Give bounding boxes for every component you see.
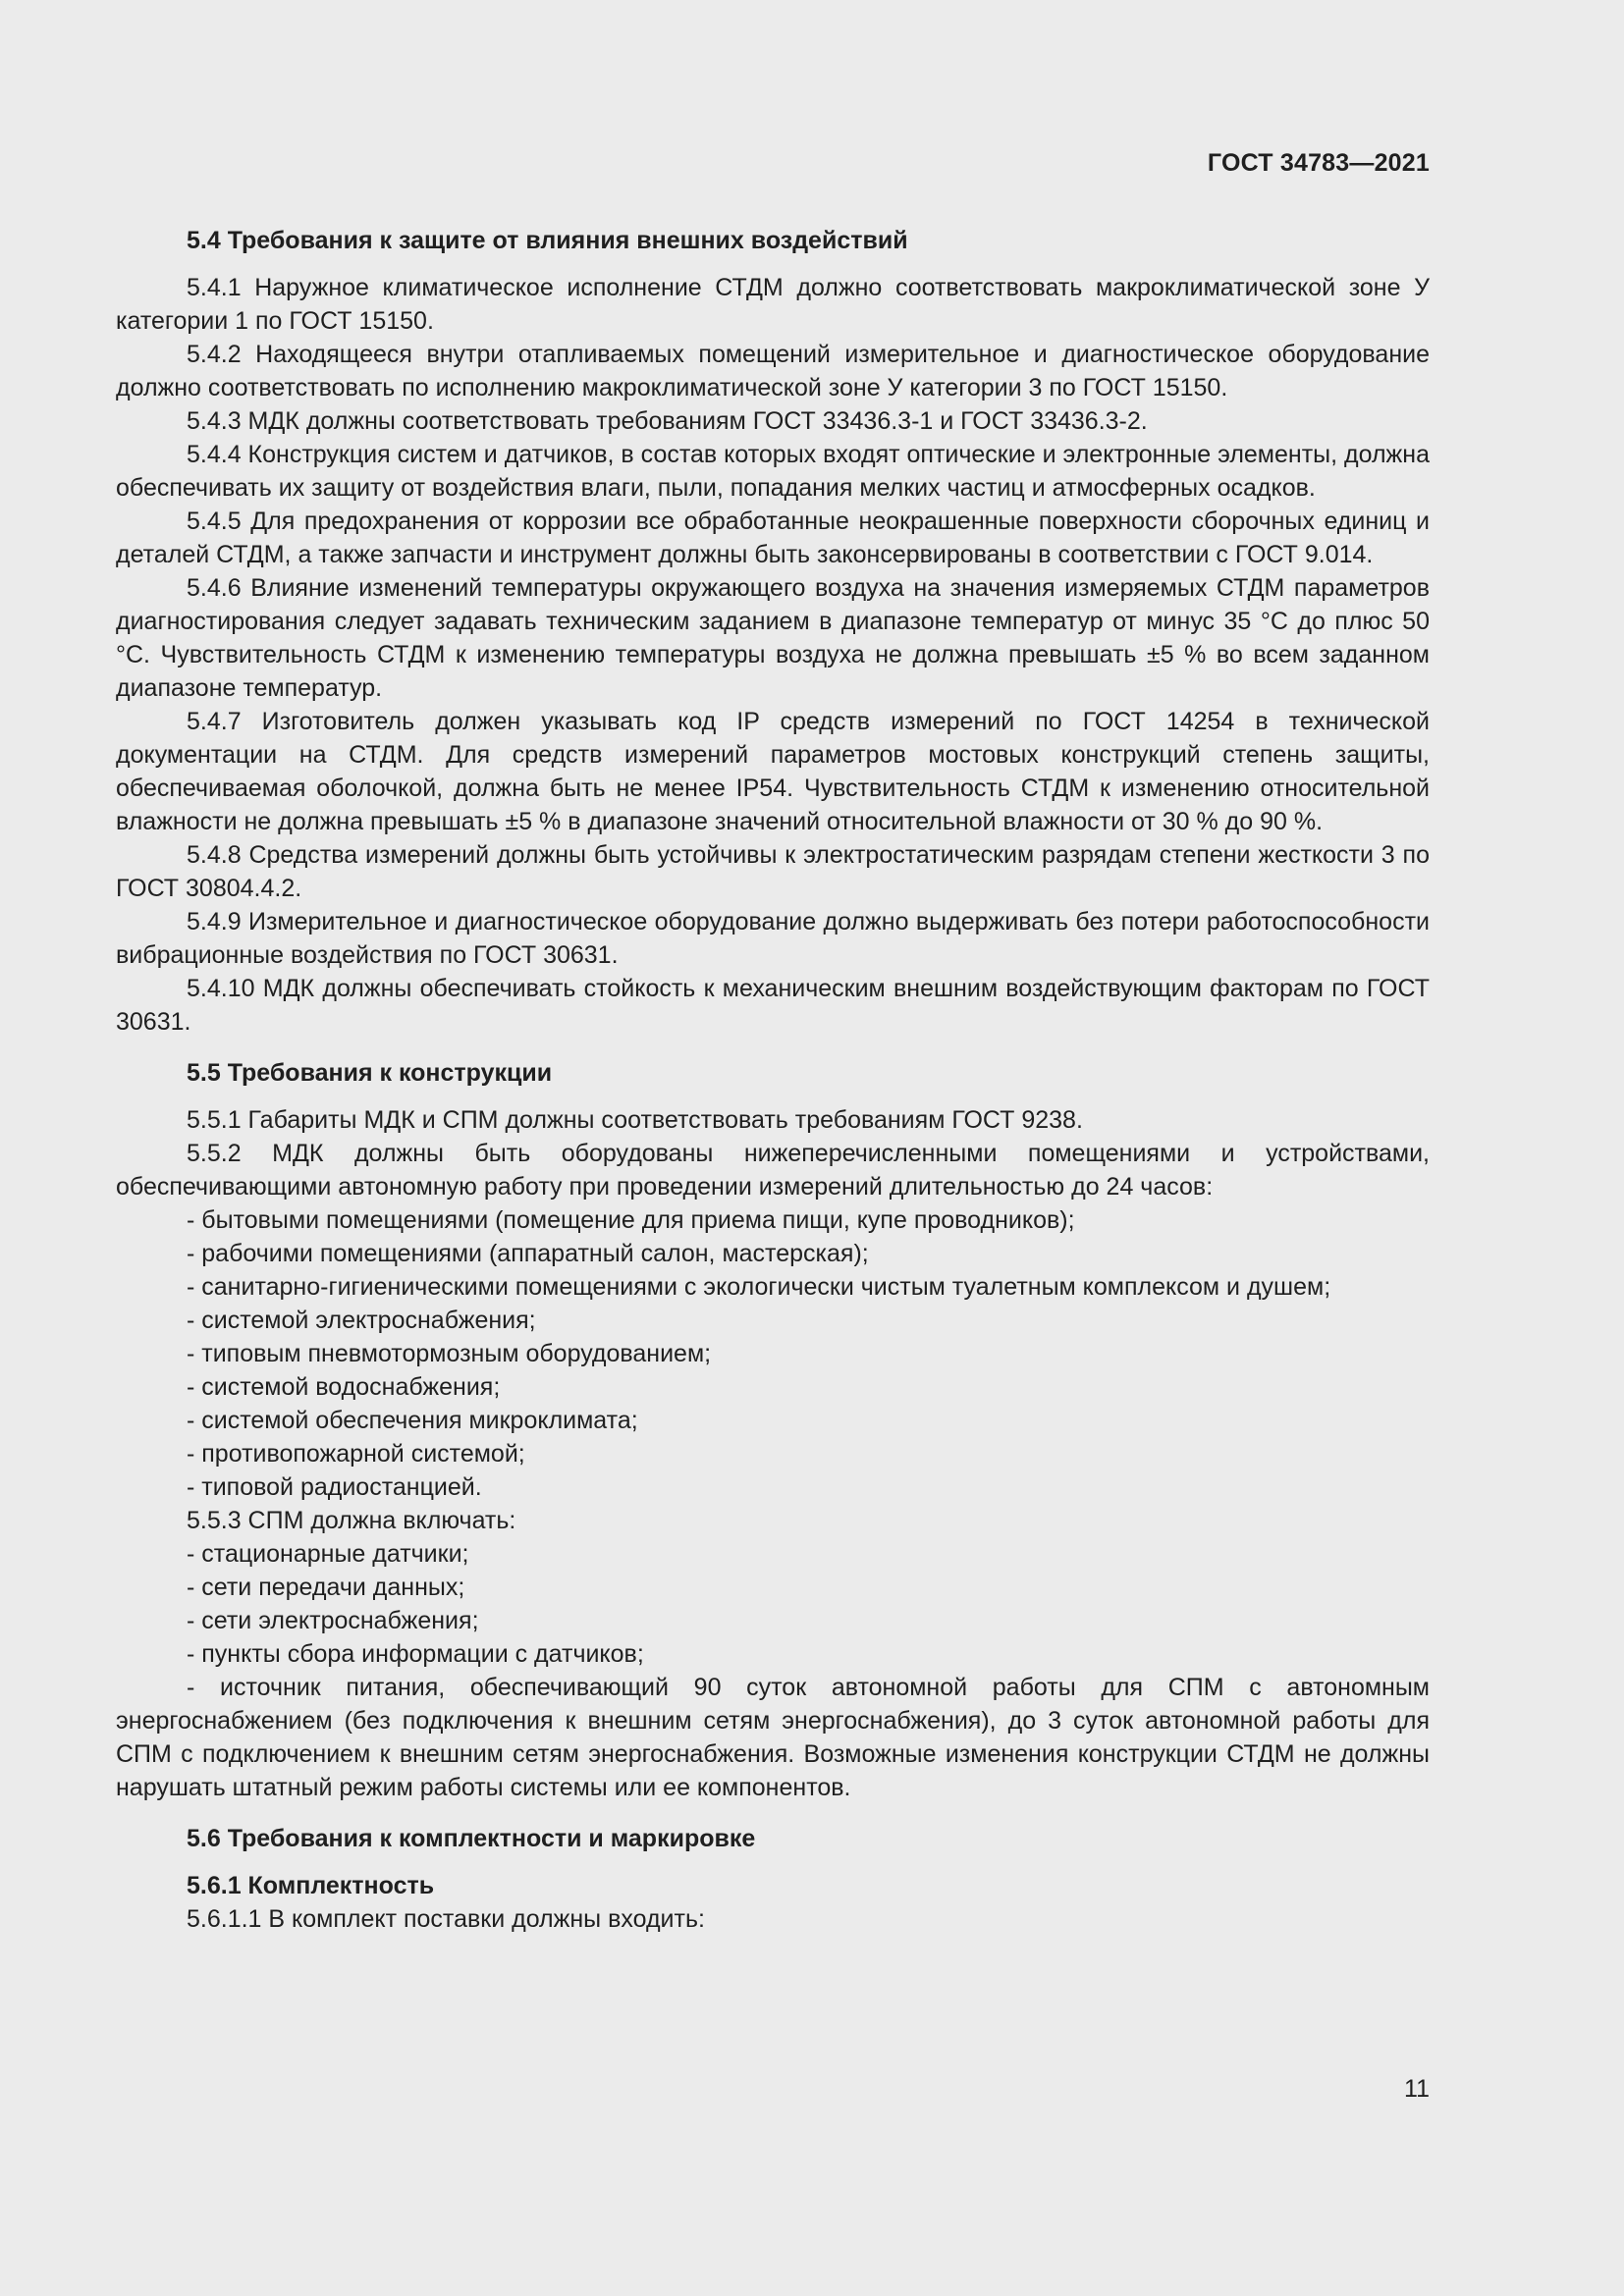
list-item: - сети передачи данных; [187,1574,465,1601]
paragraph-5-4-2: 5.4.2 Находящееся внутри отапливаемых помещений измерительное и диагностическое оборудование должно соответствовать по исполнению макроклиматической зоне У категории 3 по ГОСТ 15150. [116,341,1430,401]
list-item: - системой электроснабжения; [187,1307,536,1334]
list-item: - санитарно-гигиеническими помещениями с экологически чистым туалетным комплексом и душем; [187,1273,1331,1301]
section-heading-5-5: 5.5 Требования к конструкции [187,1059,553,1087]
list-item: - сети электроснабжения; [187,1607,479,1634]
list-item: - бытовыми помещениями (помещение для приема пищи, купе проводников); [187,1206,1075,1234]
list-item: - пункты сбора информации с датчиков; [187,1640,644,1668]
paragraph-5-4-6: 5.4.6 Влияние изменений температуры окружающего воздуха на значения измеряемых СТДМ параметров диагностирования следует задавать техническим заданием в диапазоне температур от минус 35 °С до плюс 50 °С. Чувствительность СТДМ к изменению температуры воздуха не должна превышать ±5 % во всем заданном диапазоне температур. [116,574,1430,702]
section-heading-5-6: 5.6 Требования к комплектности и маркировке [187,1825,756,1852]
paragraph-5-4-5: 5.4.5 Для предохранения от коррозии все обработанные неокрашенные поверхности сборочных единиц и деталей СТДМ, а также запчасти и инструмент должны быть законсервированы в соответствии с ГОСТ 9.014. [116,507,1430,568]
paragraph-5-4-3: 5.4.3 МДК должны соответствовать требованиям ГОСТ 33436.3-1 и ГОСТ 33436.3-2. [187,407,1148,435]
list-item: - противопожарной системой; [187,1440,525,1468]
page-number: 11 [1404,2075,1430,2103]
paragraph-5-4-1: 5.4.1 Наружное климатическое исполнение СТДМ должно соответствовать макроклиматической зоне У категории 1 по ГОСТ 15150. [116,274,1430,335]
paragraph-5-4-4: 5.4.4 Конструкция систем и датчиков, в состав которых входят оптические и электронные элементы, должна обеспечивать их защиту от воздействия влаги, пыли, попадания мелких частиц и атмосферных осадков. [116,441,1430,502]
document-code-header: ГОСТ 34783—2021 [1207,149,1430,177]
paragraph-5-4-7: 5.4.7 Изготовитель должен указывать код IP средств измерений по ГОСТ 14254 в технической документации на СТДМ. Для средств измерений параметров мостовых конструкций степень защиты, обеспечиваемая оболочкой, должна быть не менее IP54. Чувствительность СТДМ к изменению относительной влажности не должна превышать ±5 % в диапазоне значений относительной влажности от 30 % до 90 %. [116,708,1430,835]
section-heading-5-4: 5.4 Требования к защите от влияния внешних воздействий [187,227,908,254]
subsection-heading-5-6-1: 5.6.1 Комплектность [187,1872,435,1899]
paragraph-5-5-1: 5.5.1 Габариты МДК и СПМ должны соответствовать требованиям ГОСТ 9238. [187,1106,1083,1134]
list-item: - типовой радиостанцией. [187,1473,482,1501]
paragraph-5-4-9: 5.4.9 Измерительное и диагностическое оборудование должно выдерживать без потери работоспособности вибрационные воздействия по ГОСТ 30631. [116,908,1430,969]
paragraph-5-5-3: 5.5.3 СПМ должна включать: [187,1507,516,1534]
list-item: - типовым пневмотормозным оборудованием; [187,1340,712,1367]
paragraph-5-4-8: 5.4.8 Средства измерений должны быть устойчивы к электростатическим разрядам степени жесткости 3 по ГОСТ 30804.4.2. [116,841,1430,902]
list-item: - источник питания, обеспечивающий 90 суток автономной работы для СПМ с автономным энергоснабжением (без подключения к внешним сетям энергоснабжения), до 3 суток автономной работы для СПМ с подключением к внешним сетям энергоснабжения. Возможные изменения конструкции СТДМ не должны нарушать штатный режим работы системы или ее компонентов. [116,1674,1430,1801]
list-item: - стационарные датчики; [187,1540,469,1568]
document-body [116,224,1430,1936]
paragraph-5-4-10: 5.4.10 МДК должны обеспечивать стойкость к механическим внешним воздействующим факторам по ГОСТ 30631. [116,975,1430,1036]
list-item: - системой водоснабжения; [187,1373,501,1401]
paragraph-5-6-1-1: 5.6.1.1 В комплект поставки должны входить: [187,1905,705,1933]
list-item: - системой обеспечения микроклимата; [187,1407,638,1434]
paragraph-5-5-2: 5.5.2 МДК должны быть оборудованы нижеперечисленными помещениями и устройствами, обеспечивающими автономную работу при проведении измерений длительностью до 24 часов: [116,1140,1430,1201]
list-item: - рабочими помещениями (аппаратный салон, мастерская); [187,1240,869,1267]
